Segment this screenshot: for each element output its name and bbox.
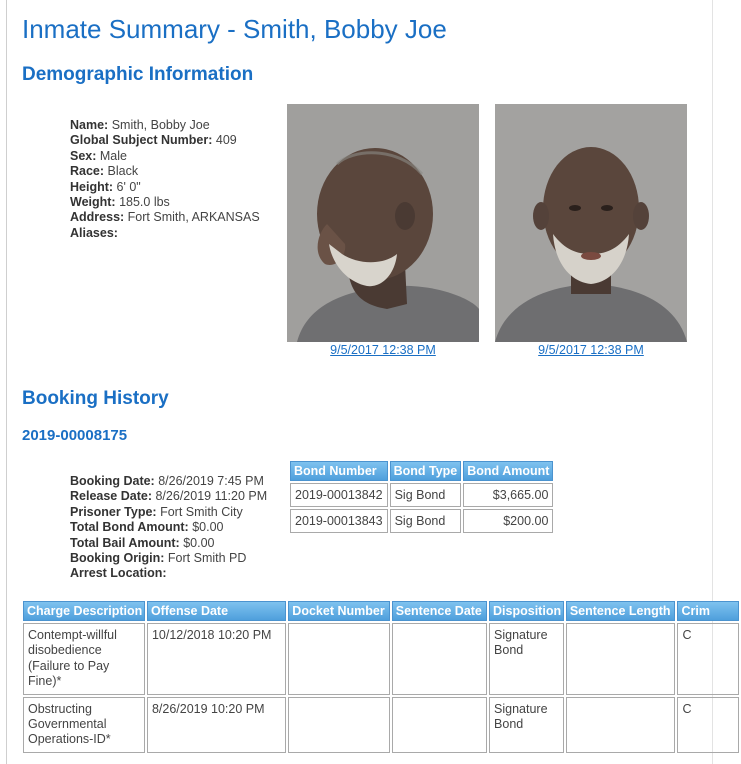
charge-description-cell: Obstructing Governmental Operations-ID* [23,697,145,753]
sentence-length-header: Sentence Length [566,601,676,621]
offense-date-header: Offense Date [147,601,286,621]
field-booking-date: Booking Date: 8/26/2019 7:45 PM [70,474,264,488]
offense-date-cell: 10/12/2018 10:20 PM [147,623,286,695]
field-global-subject-number: Global Subject Number: 409 [70,133,237,148]
charges-table [21,599,741,755]
field-prisoner-type: Prisoner Type: Fort Smith City [70,504,243,519]
mugshot-profile-date-link[interactable]: 9/5/2017 12:38 PM [330,343,436,357]
sentence-date-cell [392,697,487,753]
mugshot-front-image [495,104,687,342]
crim-cell: C [677,697,739,753]
field-sex: Sex: Male [70,148,127,163]
demographic-heading: Demographic Information [22,64,254,85]
field-arrest-location: Arrest Location: [70,566,167,581]
charges-table-container [21,599,710,764]
field-aliases: Aliases: [70,225,118,240]
bond-amount-header: Bond Amount [463,461,553,481]
bond-table [288,459,555,535]
disposition-cell: Signature Bond [489,623,564,695]
field-weight: Weight: 185.0 lbs [70,195,170,210]
bond-number-cell: 2019-00013842 [290,483,388,507]
bond-type-cell: Sig Bond [390,483,462,507]
sentence-length-cell [566,697,676,753]
page-border-left [6,0,7,764]
page-title: Inmate Summary - Smith, Bobby Joe [22,14,447,44]
sentence-date-header: Sentence Date [392,601,487,621]
mugshot-profile-image [287,104,479,342]
field-height: Height: 6' 0" [70,179,141,194]
field-total-bond-amount: Total Bond Amount: $0.00 [70,520,224,535]
field-address: Address: Fort Smith, ARKANSAS [70,210,260,225]
sentence-date-cell [392,623,487,695]
bond-number-header: Bond Number [290,461,388,481]
table-row [23,623,739,695]
docket-number-header: Docket Number [288,601,389,621]
bond-number-cell: 2019-00013843 [290,509,388,533]
crim-cell: C [677,623,739,695]
field-booking-origin: Booking Origin: Fort Smith PD [70,551,247,566]
bond-type-cell: Sig Bond [390,509,462,533]
offense-date-cell: 8/26/2019 10:20 PM [147,697,286,753]
mugshot-front-photo[interactable] [495,104,687,342]
table-row [23,697,739,753]
charge-description-cell: Contempt-willful disobedience (Failure to Pay Fine)* [23,623,145,695]
table-row [290,509,553,533]
docket-number-cell [288,697,389,753]
field-race: Race: Black [70,164,139,179]
sentence-length-cell [566,623,676,695]
bond-type-header: Bond Type [390,461,462,481]
field-release-date: Release Date: 8/26/2019 11:20 PM [70,489,268,504]
mugshot-profile-photo[interactable] [287,104,479,342]
field-total-bail-amount: Total Bail Amount: $0.00 [70,535,215,550]
docket-number-cell [288,623,389,695]
demographic-fields [70,118,260,241]
bond-table-header-row [290,461,553,481]
booking-history-heading: Booking History [22,388,169,409]
mugshot-front-date-link[interactable]: 9/5/2017 12:38 PM [538,343,644,357]
disposition-cell: Signature Bond [489,697,564,753]
bond-amount-cell: $3,665.00 [463,483,553,507]
crim-header: Crim [677,601,739,621]
disposition-header: Disposition [489,601,564,621]
booking-fields [70,474,267,582]
table-row [290,483,553,507]
field-name: Name: Smith, Bobby Joe [70,118,210,132]
booking-number: 2019-00008175 [22,427,128,444]
bond-amount-cell: $200.00 [463,509,553,533]
charges-table-header-row [23,601,739,621]
charge-description-header: Charge Description [23,601,145,621]
